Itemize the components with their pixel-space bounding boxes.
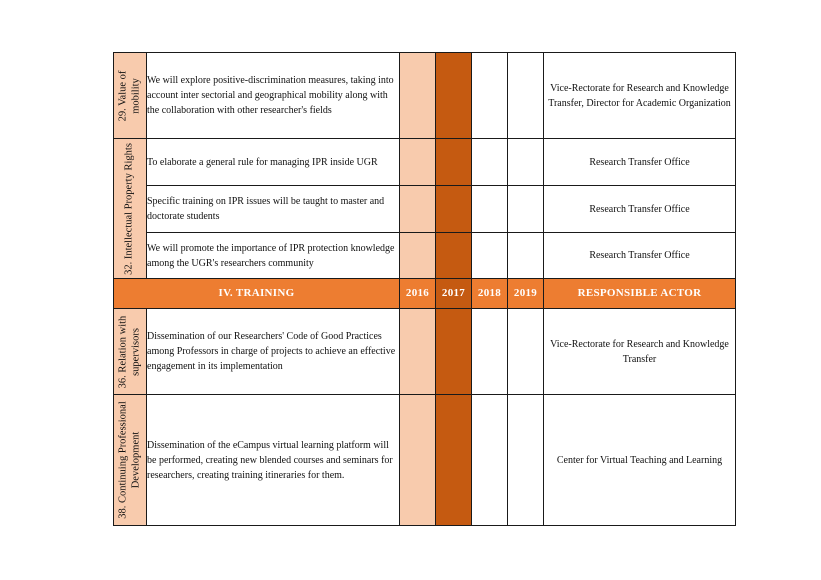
action-cell: We will promote the importance of IPR protection knowledge among the UGR's researchers community <box>147 233 400 279</box>
year-2016-cell <box>400 53 436 139</box>
action-cell: Specific training on IPR issues will be taught to master and doctorate students <box>147 186 400 233</box>
group-label-cell <box>114 139 147 279</box>
year-2017-cell <box>436 139 472 186</box>
year-2017-cell <box>436 53 472 139</box>
table-row <box>114 139 736 186</box>
year-2019-cell <box>508 395 544 526</box>
group-label: 36. Relation with supervisors <box>117 315 141 388</box>
actor-cell: Research Transfer Office <box>544 233 736 279</box>
year-header-2017: 2017 <box>436 279 472 309</box>
year-2018-cell <box>472 139 508 186</box>
year-header-2016: 2016 <box>400 279 436 309</box>
year-2019-cell <box>508 139 544 186</box>
year-header-2018: 2018 <box>472 279 508 309</box>
action-cell: Dissemination of our Researchers' Code of Good Practices among Professors in charge of projects to achieve an effective engagement in its implementation <box>147 309 400 395</box>
group-label-cell <box>114 395 147 526</box>
year-2019-cell <box>508 233 544 279</box>
year-2018-cell <box>472 53 508 139</box>
group-label-cell <box>114 309 147 395</box>
year-2016-cell <box>400 309 436 395</box>
responsible-actor-header: RESPONSIBLE ACTOR <box>544 279 736 309</box>
action-plan-table <box>113 52 736 526</box>
action-cell: Dissemination of the eCampus virtual learning platform will be performed, creating new blended courses and seminars for researchers, creating training itineraries for them. <box>147 395 400 526</box>
year-2017-cell <box>436 395 472 526</box>
table-row <box>114 186 736 233</box>
year-2018-cell <box>472 395 508 526</box>
group-label-cell <box>114 53 147 139</box>
year-2017-cell <box>436 233 472 279</box>
table-row <box>114 395 736 526</box>
section-header-row <box>114 279 736 309</box>
year-2018-cell <box>472 309 508 395</box>
year-2017-cell <box>436 186 472 233</box>
year-2016-cell <box>400 186 436 233</box>
action-cell: To elaborate a general rule for managing IPR inside UGR <box>147 139 400 186</box>
year-2017-cell <box>436 309 472 395</box>
actor-cell: Vice-Rectorate for Research and Knowledge Transfer, Director for Academic Organization <box>544 53 736 139</box>
year-2019-cell <box>508 53 544 139</box>
group-label: 32. Intellectual Property Rights <box>123 142 135 275</box>
action-cell: We will explore positive-discrimination measures, taking into account inter sectorial and geographical mobility along with the collaboration with other researcher's fields <box>147 53 400 139</box>
actor-cell: Vice-Rectorate for Research and Knowledge Transfer <box>544 309 736 395</box>
year-2018-cell <box>472 233 508 279</box>
year-2016-cell <box>400 395 436 526</box>
group-label: 38. Continuing Professional Development <box>117 401 141 519</box>
year-2016-cell <box>400 233 436 279</box>
actor-cell: Research Transfer Office <box>544 186 736 233</box>
group-label: 29. Value of mobility <box>117 70 141 121</box>
actor-cell: Center for Virtual Teaching and Learning <box>544 395 736 526</box>
table-row <box>114 309 736 395</box>
section-title: IV. TRAINING <box>114 279 400 309</box>
actor-cell: Research Transfer Office <box>544 139 736 186</box>
year-2018-cell <box>472 186 508 233</box>
table-row <box>114 233 736 279</box>
year-2019-cell <box>508 186 544 233</box>
year-2016-cell <box>400 139 436 186</box>
year-2019-cell <box>508 309 544 395</box>
year-header-2019: 2019 <box>508 279 544 309</box>
table-row <box>114 53 736 139</box>
